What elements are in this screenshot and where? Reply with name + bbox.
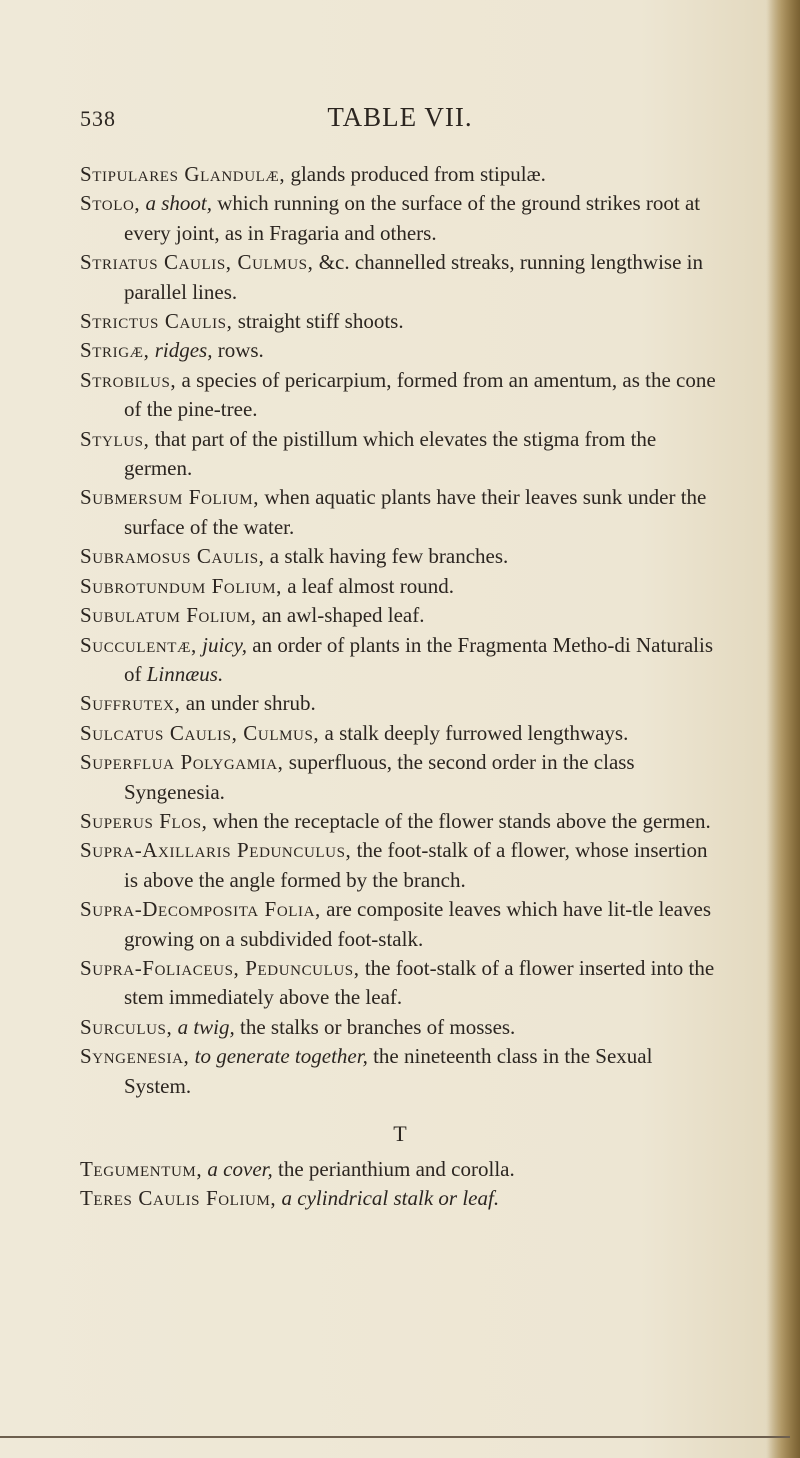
entry-italic-gloss: a twig, [172, 1014, 235, 1039]
entry-term: Sulcatus Caulis, Culmus, [80, 720, 320, 745]
entry-term: Stipulares Glandulæ, [80, 162, 286, 186]
glossary-entry [80, 807, 720, 836]
glossary-entry [80, 631, 720, 690]
entry-italic-gloss: a cylindrical stalk or leaf. [276, 1186, 500, 1211]
entry-definition: when aquatic plants have their leaves sunk under the surface of the water. [124, 485, 707, 539]
entry-term: Strictus Caulis, [80, 309, 233, 334]
entries-t [80, 1155, 720, 1214]
entry-definition: straight stiff shoots. [232, 309, 404, 334]
entry-term: Subramosus Caulis, [80, 544, 265, 569]
bottom-rule [0, 1436, 790, 1438]
entry-definition: a stalk having few branches. [264, 544, 509, 569]
entry-definition: an order of plants in the Fragmenta Metho-di Naturalis of [124, 632, 713, 686]
glossary-entry [80, 307, 720, 336]
entry-definition: the stalks or branches of mosses. [234, 1014, 516, 1039]
entry-definition: a leaf almost round. [281, 573, 454, 598]
entry-definition: when the receptacle of the flower stands above the germen. [207, 808, 711, 833]
entry-definition: superfluous, the second order in the class Syngenesia. [124, 750, 635, 804]
entry-term: Suffrutex, [80, 691, 181, 716]
entry-definition: rows. [212, 338, 264, 363]
entry-italic-gloss: a shoot, [140, 191, 213, 216]
glossary-entry [80, 1155, 720, 1184]
entry-term: Syngenesia, [80, 1044, 190, 1069]
entry-italic-gloss: to generate together, [189, 1044, 368, 1069]
entry-italic-gloss: juicy, [196, 632, 248, 657]
entry-term: Stylus, [80, 426, 150, 451]
glossary-entry [80, 1184, 720, 1213]
glossary-entry [80, 336, 720, 365]
entry-definition: a species of pericarpium, formed from an amentum, as the cone of the pine-tree. [124, 367, 716, 422]
entry-definition: the nineteenth class in the Sexual System. [124, 1044, 653, 1098]
section-letter: T [393, 1121, 407, 1146]
entry-term: Supra-Axillaris Pedunculus, [80, 838, 352, 863]
glossary-entry [80, 483, 720, 542]
entry-term: Supra-Decomposita Folia, [80, 897, 321, 922]
glossary-entry [80, 366, 720, 425]
glossary-entry [80, 572, 720, 601]
entry-term: Subulatum Folium, [80, 603, 257, 628]
glossary-entry [80, 189, 720, 248]
entry-definition: the foot-stalk of a flower inserted into the stem immediately above the leaf. [124, 955, 715, 1010]
entry-italic-gloss: ridges, [149, 338, 213, 363]
entry-term: Superus Flos, [80, 808, 208, 833]
glossary-entry [80, 748, 720, 807]
entry-term: Supra-Foliaceus, Pedunculus, [80, 955, 360, 980]
glossary-entry [80, 895, 720, 954]
entries-s [80, 160, 720, 1101]
page-header [80, 102, 720, 142]
entry-italic-reference: Linnæus. [141, 661, 224, 686]
entry-definition: &c. channelled streaks, running lengthwise in parallel lines. [124, 250, 704, 304]
entry-term: Submersum Folium, [80, 485, 260, 510]
entry-definition: that part of the pistillum which elevates the stigma from the germen. [124, 426, 657, 481]
glossary-entry [80, 601, 720, 630]
glossary-entry [80, 719, 720, 748]
glossary-entry [80, 689, 720, 718]
page-number: 538 [80, 106, 116, 131]
page-title: TABLE VII. [327, 102, 473, 132]
glossary-entry [80, 1013, 720, 1042]
entry-term: Striatus Caulis, Culmus, [80, 250, 314, 275]
entry-term: Strobilus, [80, 367, 177, 392]
entry-definition: are composite leaves which have lit-tle leaves growing on a subdivided foot-stalk. [124, 897, 711, 951]
entry-term: Teres Caulis Folium, [80, 1186, 277, 1211]
entry-term: Tegumentum, [80, 1157, 203, 1181]
glossary-entry [80, 954, 720, 1013]
page-edge-shadow [766, 0, 800, 1458]
entry-definition: the foot-stalk of a flower, whose insertion is above the angle formed by the branch. [124, 838, 708, 892]
entry-term: Superflua Polygamia, [80, 750, 284, 775]
entry-italic-gloss: a cover, [202, 1157, 273, 1181]
entry-definition: the perianthium and corolla. [272, 1157, 515, 1181]
glossary-entry [80, 836, 720, 895]
glossary-entries [80, 160, 720, 1214]
entry-definition: a stalk deeply furrowed lengthways. [319, 720, 629, 745]
glossary-entry [80, 248, 720, 307]
entry-term: Stolo, [80, 191, 141, 216]
entry-term: Succulentæ, [80, 632, 197, 657]
entry-definition: an under shrub. [180, 691, 316, 716]
glossary-entry [80, 542, 720, 571]
glossary-entry [80, 425, 720, 484]
glossary-entry [80, 160, 720, 189]
entry-term: Subrotundum Folium, [80, 573, 282, 598]
entry-definition: glands produced from stipulæ. [285, 162, 546, 186]
entry-definition: which running on the surface of the ground strikes root at every joint, as in Fragaria and others. [124, 191, 701, 245]
glossary-entry [80, 1042, 720, 1101]
entry-term: Strigæ, [80, 338, 150, 363]
entry-term: Surculus, [80, 1014, 173, 1039]
entry-definition: an awl-shaped leaf. [256, 603, 425, 628]
